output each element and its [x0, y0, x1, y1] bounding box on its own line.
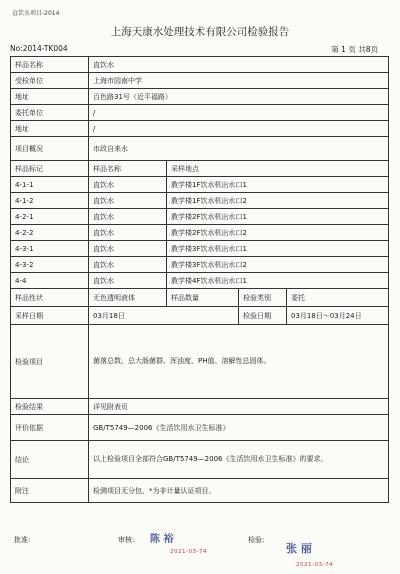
label-remarks: 附注 — [11, 479, 89, 503]
label-result: 检验结果 — [11, 399, 89, 415]
label-sample-mark: 样品标记 — [11, 161, 89, 177]
sample-name: 直饮水 — [89, 273, 167, 289]
row-test-items — [11, 325, 389, 399]
value-conclusion: 以上检验项目全部符合GB/T5749—2006《生活饮用水卫生标准》的要求。 — [89, 441, 389, 479]
sample-mark: 4-1-2 — [11, 193, 89, 209]
sample-mark: 4-2-2 — [11, 225, 89, 241]
row-dates — [11, 307, 389, 325]
value-sampling-date: 03月18日 — [89, 307, 239, 325]
sample-mark: 4-4 — [11, 273, 89, 289]
value-basis: GB/T5749—2006《生活饮用水卫生标准》 — [89, 415, 389, 441]
value-test-date: 03月18日～03月24日 — [287, 307, 389, 325]
label-test-items: 检验项目 — [11, 325, 89, 399]
label-sampling-date: 采样日期 — [11, 307, 89, 325]
label-quantity: 样品数量 — [167, 289, 239, 307]
sample-point: 教学楼1F饮水机出水口2 — [167, 193, 389, 209]
value-test-items: 菌落总数、总大肠菌群、浑浊度、PH值、溶解性总固体。 — [89, 325, 389, 399]
label-test-date: 检验日期 — [239, 307, 287, 325]
sample-name: 直饮水 — [89, 193, 167, 209]
label-commission: 委托单位 — [11, 105, 89, 121]
label-property: 样品性状 — [11, 289, 89, 307]
table-row — [11, 225, 389, 241]
row-sample-name — [11, 57, 389, 73]
row-remarks — [11, 479, 389, 503]
sample-mark: 4-1-1 — [11, 177, 89, 193]
label-sampling-point: 采样地点 — [167, 161, 389, 177]
sample-point: 教学楼3F饮水机出水口2 — [167, 257, 389, 273]
value-address2: / — [89, 121, 389, 137]
row-address2 — [11, 121, 389, 137]
value-sample-name: 直饮水 — [89, 57, 389, 73]
report-table — [10, 56, 389, 503]
table-row — [11, 193, 389, 209]
row-address — [11, 89, 389, 105]
sample-point: 教学楼3F饮水机出水口1 — [167, 241, 389, 257]
label-sample-name: 样品名称 — [11, 57, 89, 73]
label-overview: 项目概况 — [11, 137, 89, 161]
review-date-stamp: 2021-03-74 — [170, 549, 207, 555]
row-basis — [11, 415, 389, 441]
sample-name: 直饮水 — [89, 241, 167, 257]
label-conclusion: 结论 — [11, 441, 89, 479]
sample-point: 教学楼2F饮水机出水口1 — [167, 209, 389, 225]
sample-mark: 4-3-1 — [11, 241, 89, 257]
sample-point: 教学楼1F饮水机出水口1 — [167, 177, 389, 193]
sample-name: 直饮水 — [89, 177, 167, 193]
label-address2: 地址 — [11, 121, 89, 137]
row-client — [11, 73, 389, 89]
page-info: 第 1 页 共8页 — [331, 45, 378, 54]
row-result — [11, 399, 389, 415]
label-address: 地址 — [11, 89, 89, 105]
table-row — [11, 209, 389, 225]
value-category: 委托 — [287, 289, 389, 307]
sample-mark: 4-3-2 — [11, 257, 89, 273]
row-conclusion — [11, 441, 389, 479]
sample-name: 直饮水 — [89, 225, 167, 241]
sample-mark: 4-2-1 — [11, 209, 89, 225]
value-address: 百色路31号（近平福路） — [89, 89, 389, 105]
value-commission: / — [89, 105, 389, 121]
report-title: 上海天康水处理技术有限公司检验报告 — [110, 26, 290, 38]
label-client: 受检单位 — [11, 73, 89, 89]
tester-signature: 张 丽 — [286, 542, 312, 555]
sample-point: 教学楼2F饮水机出水口2 — [167, 225, 389, 241]
row-overview — [11, 137, 389, 161]
review-label: 审核: — [118, 536, 135, 544]
project-tag: 直饮水项目-2014 — [12, 10, 60, 17]
value-result: 详见附表页 — [89, 399, 389, 415]
sample-point: 教学楼4F饮水机出水口1 — [167, 273, 389, 289]
reviewer-signature: 陈 裕 — [150, 534, 174, 545]
sample-name: 直饮水 — [89, 257, 167, 273]
label-category: 检验类别 — [239, 289, 287, 307]
table-row — [11, 177, 389, 193]
row-sample-header — [11, 161, 389, 177]
report-number: No:2014-TK004 — [10, 44, 68, 53]
row-commission — [11, 105, 389, 121]
row-property — [11, 289, 389, 307]
sample-name: 直饮水 — [89, 209, 167, 225]
table-row — [11, 241, 389, 257]
value-overview: 市政自来水 — [89, 137, 389, 161]
test-date-stamp: 2021-03-74 — [296, 562, 333, 568]
value-property: 无色透明液体 — [89, 289, 167, 307]
value-remarks: 检测项目无分包，*为非计量认证项目。 — [89, 479, 389, 503]
approve-label: 批准: — [14, 536, 31, 544]
value-client: 上海市园南中学 — [89, 73, 389, 89]
test-label: 检验: — [248, 536, 265, 544]
label-sample-name-col: 样品名称 — [89, 161, 167, 177]
label-basis: 评价依据 — [11, 415, 89, 441]
table-row — [11, 257, 389, 273]
table-row — [11, 273, 389, 289]
